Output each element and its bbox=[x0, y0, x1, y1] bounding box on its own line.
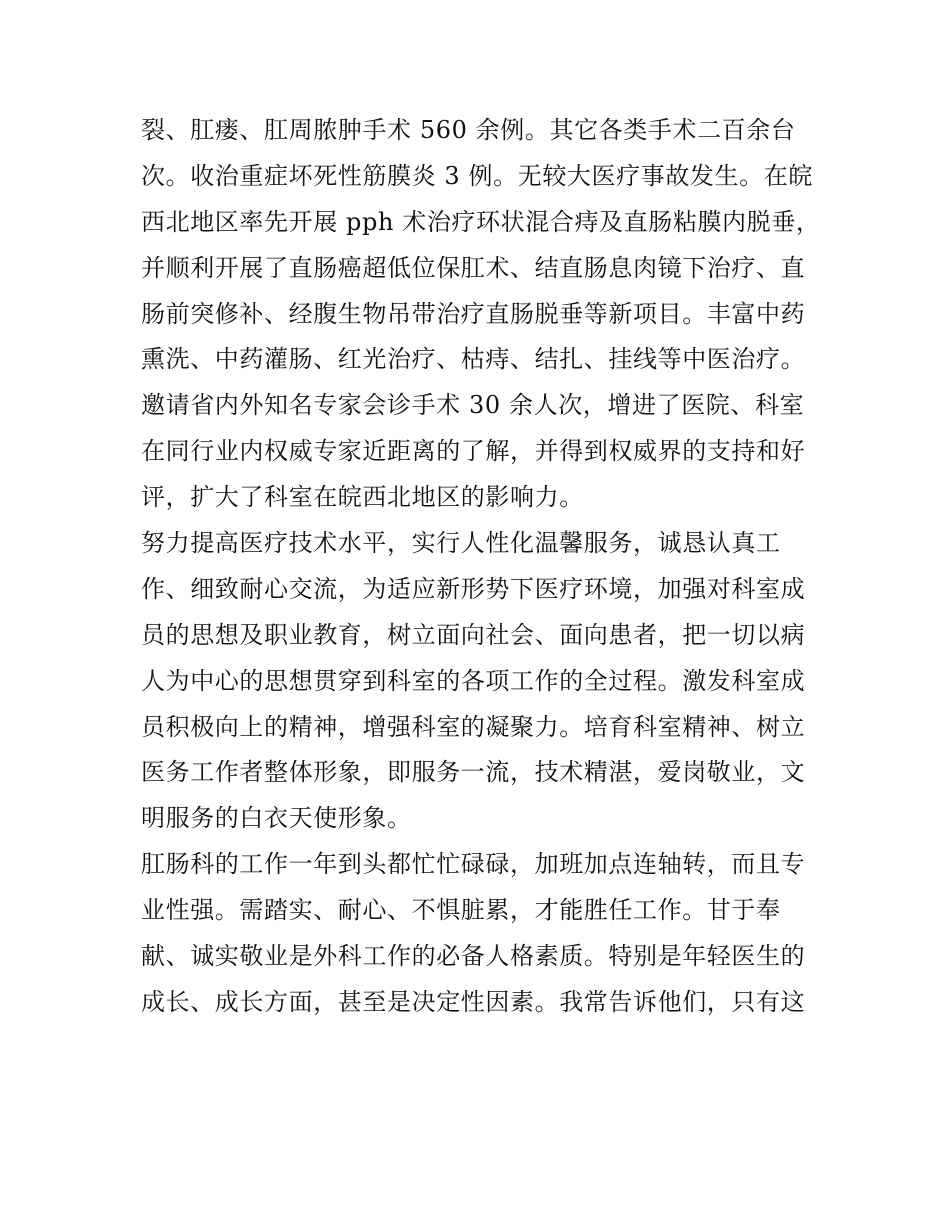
text-line: 人为中心的思想贯穿到科室的各项工作的全过程。激发科室成 bbox=[141, 666, 806, 695]
text-line: 作、细致耐心交流，为适应新形势下医疗环境，加强对科室成 bbox=[141, 574, 806, 603]
text-line: 献、诚实敬业是外科工作的必备人格素质。特别是年轻医生的 bbox=[141, 942, 806, 971]
text-line: 业性强。需踏实、耐心、不惧脏累，才能胜任工作。甘于奉 bbox=[141, 896, 781, 925]
text-line: 裂、肛瘘、肛周脓肿手术 560 余例。其它各类手术二百余台 bbox=[141, 116, 796, 144]
text-line: 成长、成长方面，甚至是决定性因素。我常告诉他们，只有这 bbox=[141, 987, 806, 1016]
text-line: 评，扩大了科室在皖西北地区的影响力。 bbox=[141, 483, 584, 512]
text-line: 邀请省内外知名专家会诊手术 30 余人次，增进了医院、科室 bbox=[141, 391, 805, 420]
text-line: 西北地区率先开展 pph 术治疗环状混合痔及直肠粘膜内脱垂， bbox=[141, 207, 821, 236]
text-line: 并顺利开展了直肠癌超低位保肛术、结直肠息肉镜下治疗、直 bbox=[141, 253, 806, 282]
text-line: 肛肠科的工作一年到头都忙忙碌碌，加班加点连轴转，而且专 bbox=[141, 850, 806, 879]
text-line: 肠前突修补、经腹生物吊带治疗直肠脱垂等新项目。丰富中药 bbox=[141, 299, 806, 328]
text-line: 明服务的白衣天使形象。 bbox=[141, 804, 412, 833]
document-body bbox=[141, 108, 821, 1026]
text-line: 在同行业内权威专家近距离的了解，并得到权威界的支持和好 bbox=[141, 437, 806, 466]
text-line: 员积极向上的精神，增强科室的凝聚力。培育科室精神、树立 bbox=[141, 712, 806, 741]
text-line: 次。收治重症坏死性筋膜炎 3 例。无较大医疗事故发生。在皖 bbox=[141, 161, 813, 190]
text-line: 熏洗、中药灌肠、红光治疗、枯痔、结扎、挂线等中医治疗。 bbox=[141, 345, 806, 374]
text-line: 员的思想及职业教育，树立面向社会、面向患者，把一切以病 bbox=[141, 620, 806, 649]
text-line: 努力提高医疗技术水平，实行人性化温馨服务，诚恳认真工 bbox=[141, 529, 781, 558]
text-line: 医务工作者整体形象，即服务一流，技术精湛，爱岗敬业，文 bbox=[141, 758, 806, 787]
